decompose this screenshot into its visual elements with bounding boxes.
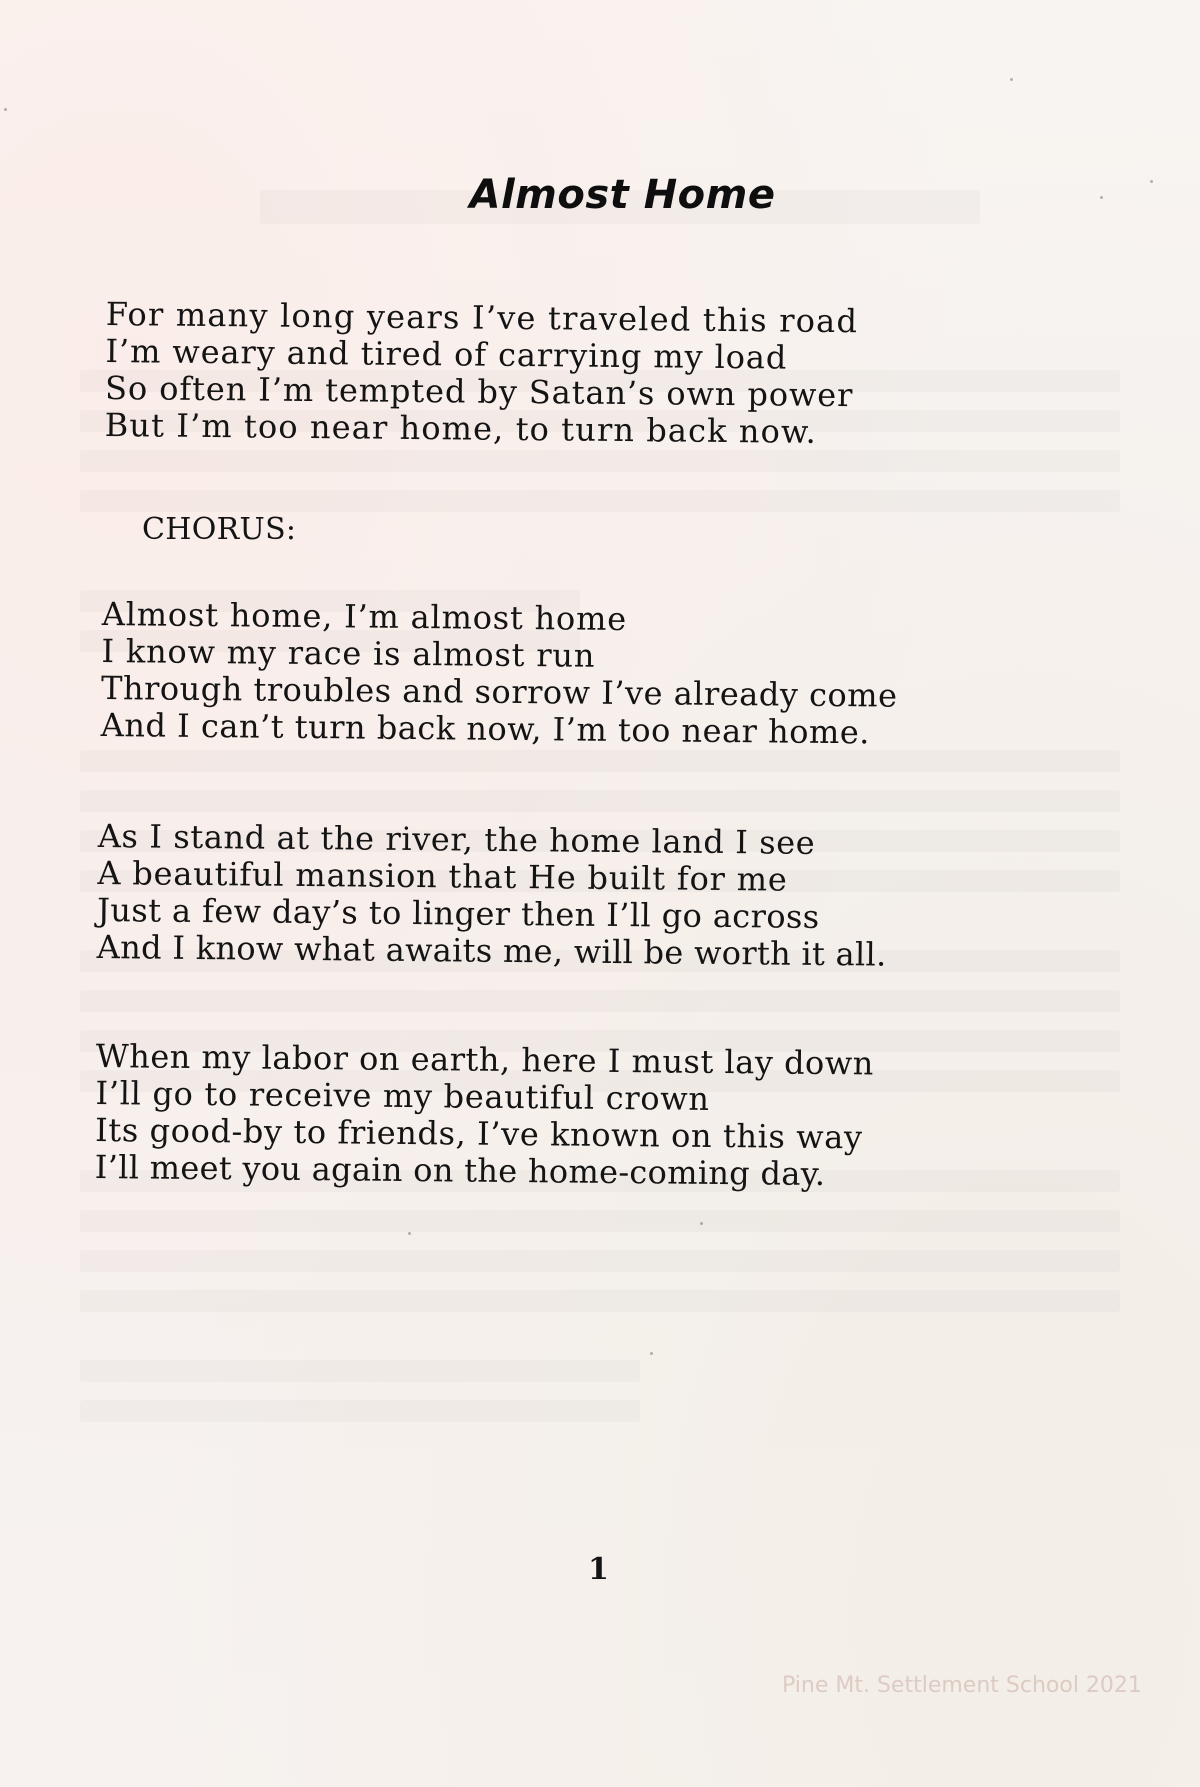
speck (650, 1352, 653, 1355)
verse-2-line-4: And I know what awaits me, will be worth it all. (96, 927, 887, 974)
verse-2-line-2: A beautiful mansion that He built for me (97, 853, 788, 899)
verse-1-line-3: So often I’m tempted by Satan’s own power (104, 368, 854, 415)
speck (1100, 196, 1103, 199)
verse-1-line-2: I’m weary and tired of carrying my load (105, 331, 788, 377)
stanza-chorus (101, 596, 899, 752)
verse-3-line-3: Its good-by to friends, I’ve known on this way (94, 1110, 863, 1157)
stanza-verse-2 (97, 818, 888, 974)
verse-1-line-4: But I’m too near home, to turn back now. (104, 405, 818, 451)
stanza-verse-1 (105, 296, 859, 451)
chorus-line-4: And I can’t turn back now, I’m too near home. (100, 705, 871, 752)
speck (1010, 78, 1013, 81)
chorus-line-1: Almost home, I’m almost home (101, 595, 628, 639)
song-title: Almost Home (469, 172, 776, 218)
chorus-label: CHORUS: (142, 512, 297, 547)
verse-1-line-1: For many long years I’ve traveled this road (105, 295, 859, 341)
verse-3-line-1: When my labor on earth, here I must lay down (95, 1037, 874, 1083)
verse-3-line-2: I’ll go to receive my beautiful crown (95, 1073, 710, 1118)
speck (700, 1222, 703, 1225)
page-number: 1 (588, 1552, 609, 1587)
speck (1150, 180, 1153, 183)
speck (408, 1232, 411, 1235)
verse-2-line-3: Just a few day’s to linger then I’ll go across (96, 890, 820, 936)
speck (4, 108, 7, 111)
verse-2-line-1: As I stand at the river, the home land I see (97, 817, 816, 862)
stanza-verse-3 (95, 1038, 874, 1193)
chorus-line-2: I know my race is almost run (101, 631, 596, 675)
watermark: Pine Mt. Settlement School 2021 (782, 1673, 1142, 1698)
chorus-line-3: Through troubles and sorrow I’ve already come (100, 668, 898, 715)
verse-3-line-4: I’ll meet you again on the home-coming day. (94, 1147, 826, 1194)
